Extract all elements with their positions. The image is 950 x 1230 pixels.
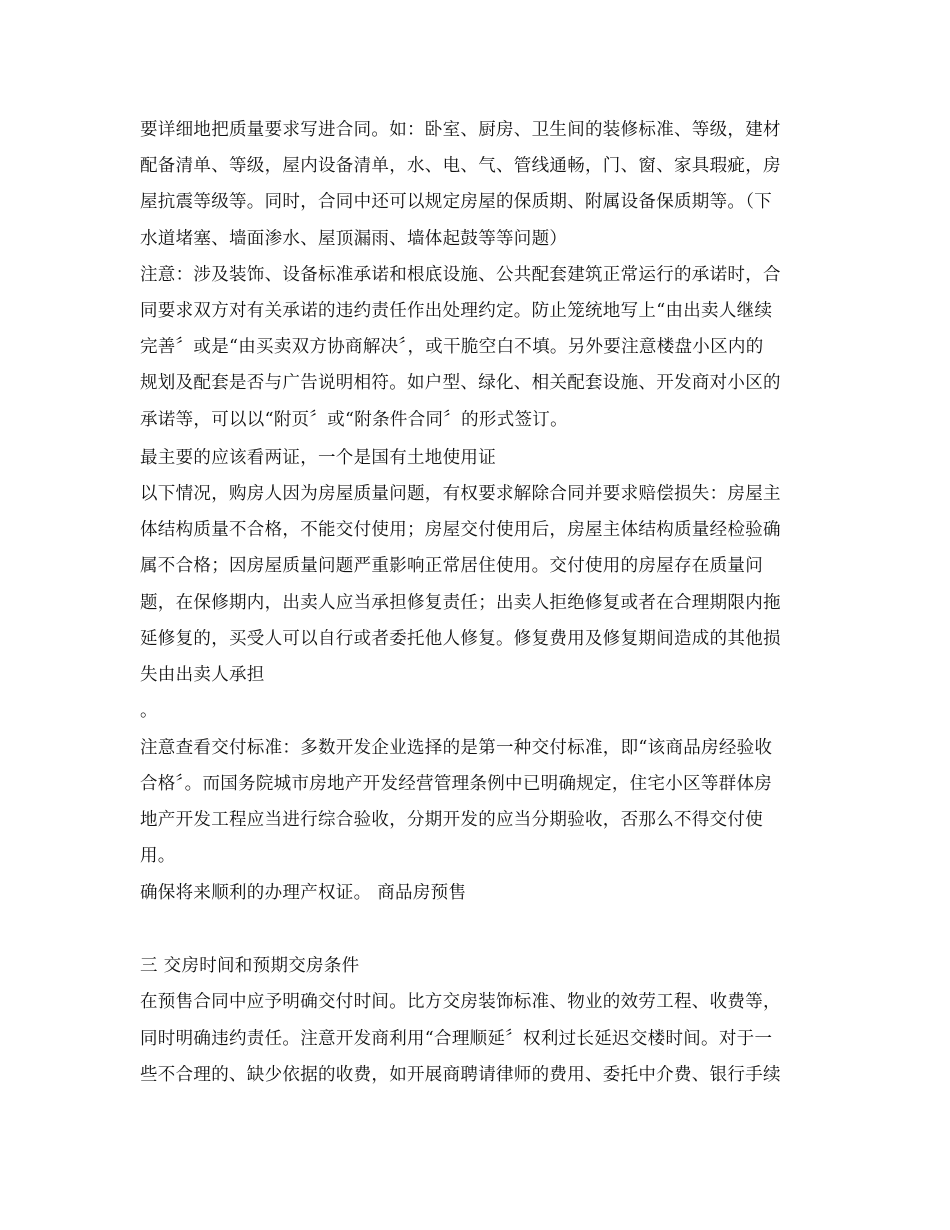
text-line: 地产开发工程应当进行综合验收，分期开发的应当分期验收，否那么不得交付使 [140,810,763,830]
text-line: 最主要的应该看两证，一个是国有土地使用证 [140,448,496,468]
text-line: 延修复的，买受人可以自行或者委托他人修复。修复费用及修复期间造成的其他损 [140,629,781,649]
text-line: 在预售合同中应予明确交付时间。比方交房装饰标准、物业的效劳工程、收费等， [140,992,781,1012]
text-line: 注意查看交付标准：多数开发企业选择的是第一种交付标准，即“该商品房经验收 [140,738,773,758]
text-line: 属不合格；因房屋质量问题严重影响正常居住使用。交付使用的房屋存在质量问 [140,556,763,576]
text-line: 承诺等，可以以“附页〞或“附条件合同〞的形式签订。 [140,410,568,430]
text-line: 些不合理的、缺少依据的收费，如开展商聘请律师的费用、委托中介费、银行手续 [140,1065,781,1085]
text-line: 完善〞或是“由买卖双方协商解决〞，或干脆空白不填。另外要注意楼盘小区内的 [140,337,764,357]
text-line: 题，在保修期内，出卖人应当承担修复责任；出卖人拒绝修复或者在合理期限内拖 [140,593,781,613]
text-line: 失由出卖人承担 [140,665,265,685]
text-line: 注意：涉及装饰、设备标准承诺和根底设施、公共配套建筑正常运行的承诺时，合 [140,265,781,285]
text-line: 。 [140,701,158,721]
text-line: 同时明确违约责任。注意开发商利用“合理顺延〞权利过长延迟交楼时间。对于一 [140,1029,773,1049]
text-line: 体结构质量不合格，不能交付使用；房屋交付使用后，房屋主体结构质量经检验确 [140,520,781,540]
text-line: 合格〞。而国务院城市房地产开发经营管理条例中已明确规定，住宅小区等群体房 [140,774,773,794]
text-line: 屋抗震等级等。同时，合同中还可以规定房屋的保质期、附属设备保质期等。（下 [140,192,773,212]
text-line: 配备清单、等级，屋内设备清单，水、电、气、管线通畅，门、窗、家具瑕疵，房 [140,156,781,176]
text-line: 同要求双方对有关承诺的违约责任作出处理约定。防止笼统地写上“由出卖人继续 [140,301,773,321]
text-line: 以下情况，购房人因为房屋质量问题，有权要求解除合同并要求赔偿损失：房屋主 [140,484,781,504]
text-line: 确保将来顺利的办理产权证。 商品房预售 [140,883,467,903]
section-heading: 三 交房时间和预期交房条件 [140,956,360,976]
text-line: 要详细地把质量要求写进合同。如：卧室、厨房、卫生间的装修标准、等级，建材 [140,120,781,140]
text-line: 水道堵塞、墙面渗水、屋顶漏雨、墙体起鼓等等问题） [140,229,568,249]
text-line: 用。 [140,846,176,866]
text-line: 规划及配套是否与广告说明相符。如户型、绿化、相关配套设施、开发商对小区的 [140,373,781,393]
